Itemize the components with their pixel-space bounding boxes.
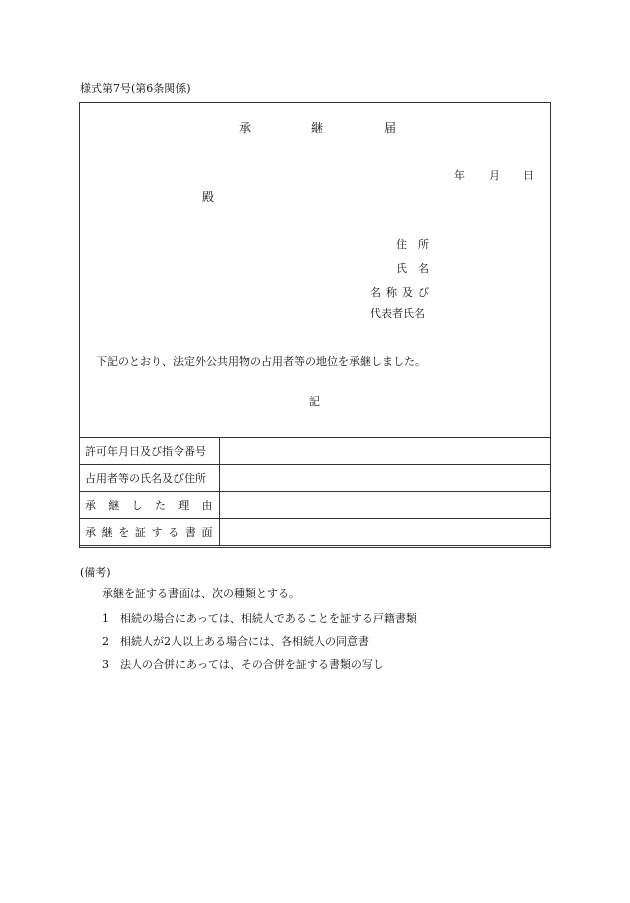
remark-item [102, 610, 417, 626]
table-row [79, 492, 551, 519]
remarks-heading: (備考) [80, 566, 111, 579]
addressee-suffix: 殿 [202, 190, 215, 204]
date-day-label: 日 [523, 169, 534, 182]
representative-name-label: 代表者氏名 [370, 307, 425, 320]
row-value [219, 519, 551, 546]
name-label-char: 氏 [396, 262, 407, 275]
table-row [79, 438, 551, 465]
remark-item [102, 656, 384, 672]
remark-number: 2 [102, 635, 109, 648]
row-value [219, 465, 551, 492]
corp-label-char: び [418, 286, 429, 299]
row-label-char: す [151, 526, 163, 539]
date-month-label: 月 [489, 169, 500, 182]
row-label-char: た [154, 499, 166, 512]
detail-table [79, 437, 551, 546]
name-label-char: 名 [418, 262, 429, 275]
title-char: 継 [311, 121, 324, 135]
table-row [79, 519, 551, 546]
row-label: 許可年月日及び指令番号 [79, 438, 219, 465]
remark-number: 3 [102, 658, 109, 671]
date-year-label: 年 [454, 169, 465, 182]
row-label-char: 継 [101, 526, 113, 539]
corp-label-char: 及 [402, 286, 413, 299]
title-char: 承 [239, 121, 252, 135]
row-label-char: を [118, 526, 130, 539]
remark-text: 相続人が2人以上ある場合には、各相続人の同意書 [120, 635, 369, 648]
row-label-char: 面 [201, 526, 213, 539]
row-label-char: 理 [178, 499, 190, 512]
body-sentence: 下記のとおり、法定外公共用物の占用者等の地位を承継しました。 [96, 355, 426, 368]
remarks-intro: 承継を証する書面は、次の種類とする。 [102, 587, 300, 600]
row-label-char: 由 [201, 499, 213, 512]
corp-label-char: 名 [370, 286, 381, 299]
address-label-char: 所 [418, 238, 429, 251]
title-char: 届 [384, 121, 397, 135]
remark-item [102, 633, 369, 649]
table-row [79, 465, 551, 492]
row-label-char: し [131, 499, 143, 512]
ki-label: 記 [309, 395, 320, 408]
row-label-char: 承 [85, 526, 96, 539]
remark-text: 法人の合併にあっては、その合併を証する書類の写し [120, 658, 384, 671]
form-number: 様式第7号(第6条関係) [80, 82, 191, 95]
row-value [219, 438, 551, 465]
row-label-char: る [168, 526, 180, 539]
row-label-spread [79, 519, 219, 546]
row-label-char: 承 [85, 499, 96, 512]
remark-text: 相続の場合にあっては、相続人であることを証する戸籍書類 [120, 612, 417, 625]
remark-number: 1 [102, 612, 109, 625]
row-value [219, 492, 551, 519]
address-label-char: 住 [396, 238, 407, 251]
row-label-char: 書 [184, 526, 196, 539]
row-label-char: 継 [108, 499, 120, 512]
corp-label-char: 称 [386, 286, 397, 299]
row-label-char: 証 [134, 526, 146, 539]
row-label: 占用者等の氏名及び住所 [79, 465, 219, 492]
row-label-spread [79, 492, 219, 519]
